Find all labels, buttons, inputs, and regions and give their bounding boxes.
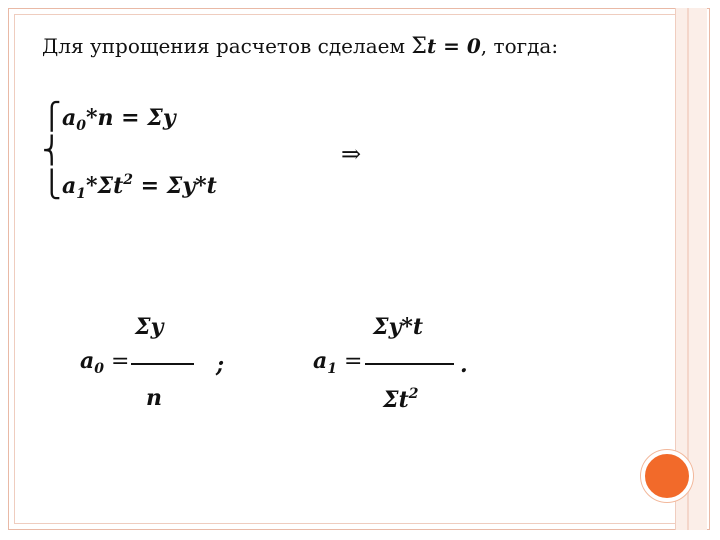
exponent: 2 (123, 172, 134, 188)
a0-fraction-bar (131, 363, 194, 365)
system-line-1 (62, 105, 176, 134)
coef-subscript: 0 (94, 361, 105, 377)
line1-rest: *n = (86, 105, 148, 131)
slide-frame-inner (14, 14, 704, 524)
sigma-symbol: Σ (373, 314, 389, 340)
side-rail (675, 8, 707, 530)
sigma-symbol: Σ (97, 173, 114, 199)
separator: ; (216, 352, 225, 378)
a0-numerator (135, 314, 163, 340)
a0-num-var: y (150, 314, 164, 340)
system-line-2 (62, 172, 217, 202)
sigma-symbol: Σ (166, 173, 183, 199)
sigma-symbol: Σ (147, 105, 163, 131)
brace-bottom: ⎩ (42, 170, 62, 200)
coef-a: a (313, 348, 328, 374)
equals: = (337, 349, 363, 374)
orange-dot (641, 450, 693, 502)
coef-a: a (62, 173, 77, 199)
line1-var: y (162, 105, 176, 131)
a1-denominator (383, 386, 418, 413)
sigma-symbol: Σ (135, 314, 151, 340)
coef-subscript: 0 (76, 118, 87, 134)
line2-var: y*t (182, 173, 217, 199)
coef-a: a (80, 348, 95, 374)
sigma-symbol: Σ (411, 34, 427, 59)
exponent: 2 (408, 386, 419, 402)
a1-num-var: y*t (388, 314, 424, 340)
intro-text: Для упрощения расчетов сделаем (42, 34, 412, 58)
intro-tail: , тогда: (480, 34, 559, 58)
intro-line (42, 34, 558, 59)
coef-a: a (62, 105, 77, 131)
a1-fraction-bar (365, 363, 454, 365)
brace-top: ⎧ (42, 102, 62, 132)
a1-lhs (313, 348, 362, 377)
a1-numerator (373, 314, 423, 340)
period: . (460, 352, 468, 378)
side-rail-line (687, 8, 689, 530)
a1-den-var: t (398, 387, 409, 413)
star: * (86, 173, 98, 199)
implies-arrow: ⇒ (341, 140, 362, 168)
coef-subscript: 1 (76, 186, 87, 202)
equals: = (133, 173, 167, 199)
equals: = (104, 349, 130, 374)
var-t: t (113, 173, 124, 199)
brace-mid: ⎨ (42, 136, 62, 166)
a0-lhs (80, 348, 129, 377)
sigma-symbol: Σ (383, 387, 399, 413)
intro-expression: t = 0 (426, 34, 481, 58)
coef-subscript: 1 (327, 361, 338, 377)
a0-denominator: n (146, 385, 162, 411)
